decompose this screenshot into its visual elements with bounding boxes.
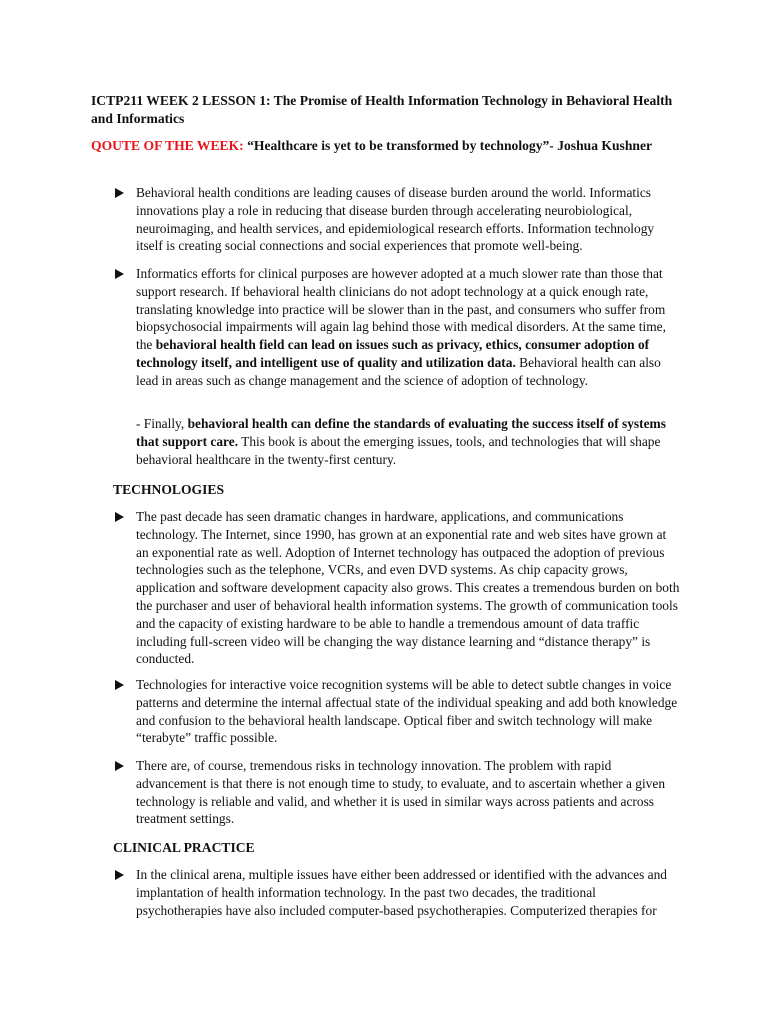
- paragraph-text: There are, of course, tremendous risks in technology innovation. The problem with rapid advancement is that there is not enough time to study, to evaluate, and to ascertain whether a given technology is reliable and valid, and whether it is used in similar ways across patients and across treatment settings.: [136, 758, 666, 827]
- bullet-arrow-icon: [115, 269, 124, 279]
- paragraph-text: Technologies for interactive voice recognition systems will be able to detect subtle changes in voice patterns and determine the internal affectual state of the individual speaking and add both knowledge and confusion to the behavioral health landscape. Optical fiber and switch technology will make “terabyte” traffic possible.: [136, 677, 678, 746]
- section-heading-technologies: TECHNOLOGIES: [113, 482, 225, 497]
- bullet-arrow-icon: [115, 188, 124, 198]
- intro-paragraph: [91, 415, 681, 468]
- quote-of-the-week: [91, 137, 691, 155]
- quote-text: “Healthcare is yet to be transformed by technology”- Joshua Kushner: [247, 138, 653, 153]
- bullet-arrow-icon: [115, 761, 124, 771]
- intro-bullet-1: [91, 184, 681, 255]
- paragraph-text: - Finally, behavioral health can define the standards of evaluating the success itself of systems that support care. This book is about the emerging issues, tools, and technologies that will shape behavioral healthcare in the twenty-first century.: [136, 416, 666, 467]
- technologies-bullet-1: [91, 508, 681, 668]
- clinical-bullet-1: [91, 866, 681, 919]
- intro-bullet-2: [91, 265, 681, 390]
- bullet-arrow-icon: [115, 512, 124, 522]
- paragraph-text: Behavioral health conditions are leading causes of disease burden around the world. Informatics innovations play a role in reducing that disease burden through accelerating neurobiological, neuroimaging, and health services, and epidemiological research efforts. Information technology itself is creating social connections and social experiences that promote well-being.: [136, 185, 655, 254]
- bullet-arrow-icon: [115, 870, 124, 880]
- technologies-bullet-3: [91, 757, 681, 828]
- paragraph-text: The past decade has seen dramatic changes in hardware, applications, and communications technology. The Internet, since 1990, has grown at an exponential rate and web sites have grown at an exponential rate as well. Adoption of Internet technology has outpaced the adoption of previous technologies such as the telephone, VCRs, and even DVD systems. As chip capacity grows, application and software development capacity also grows. This creates a tremendous burden on both the purchaser and user of behavioral health information systems. The growth of communication tools and the capacity of existing hardware to be able to handle a tremendous amount of data traffic including full-screen video will be changing the way distance learning and “distance therapy” is conducted.: [136, 509, 680, 667]
- section-heading-clinical-practice: CLINICAL PRACTICE: [113, 840, 255, 855]
- paragraph-text: Informatics efforts for clinical purposes are however adopted at a much slower rate than those that support research. If behavioral health clinicians do not adopt technology at a quick enough rate, translating knowledge into practice will be slower than in the past, and consumers who suffer from biopsychosocial impairments will again lag behind those with medical disorders. At the same time, the behavioral health field can lead on issues such as privacy, ethics, consumer adoption of technology itself, and intelligent use of quality and utilization data. Behavioral health can also lead in areas such as change management and the science of adoption of technology.: [136, 266, 666, 388]
- quote-label: QOUTE OF THE WEEK:: [91, 138, 244, 153]
- document-title: ICTP211 WEEK 2 LESSON 1: The Promise of Health Information Technology in Behavioral Health and Informatics: [91, 93, 673, 126]
- paragraph-text: In the clinical arena, multiple issues have either been addressed or identified with the advances and implantation of health information technology. In the past two decades, the traditional psychotherapies have also included computer-based psychotherapies. Computerized therapies for: [136, 867, 667, 918]
- technologies-bullet-2: [91, 676, 681, 747]
- bullet-arrow-icon: [115, 680, 124, 690]
